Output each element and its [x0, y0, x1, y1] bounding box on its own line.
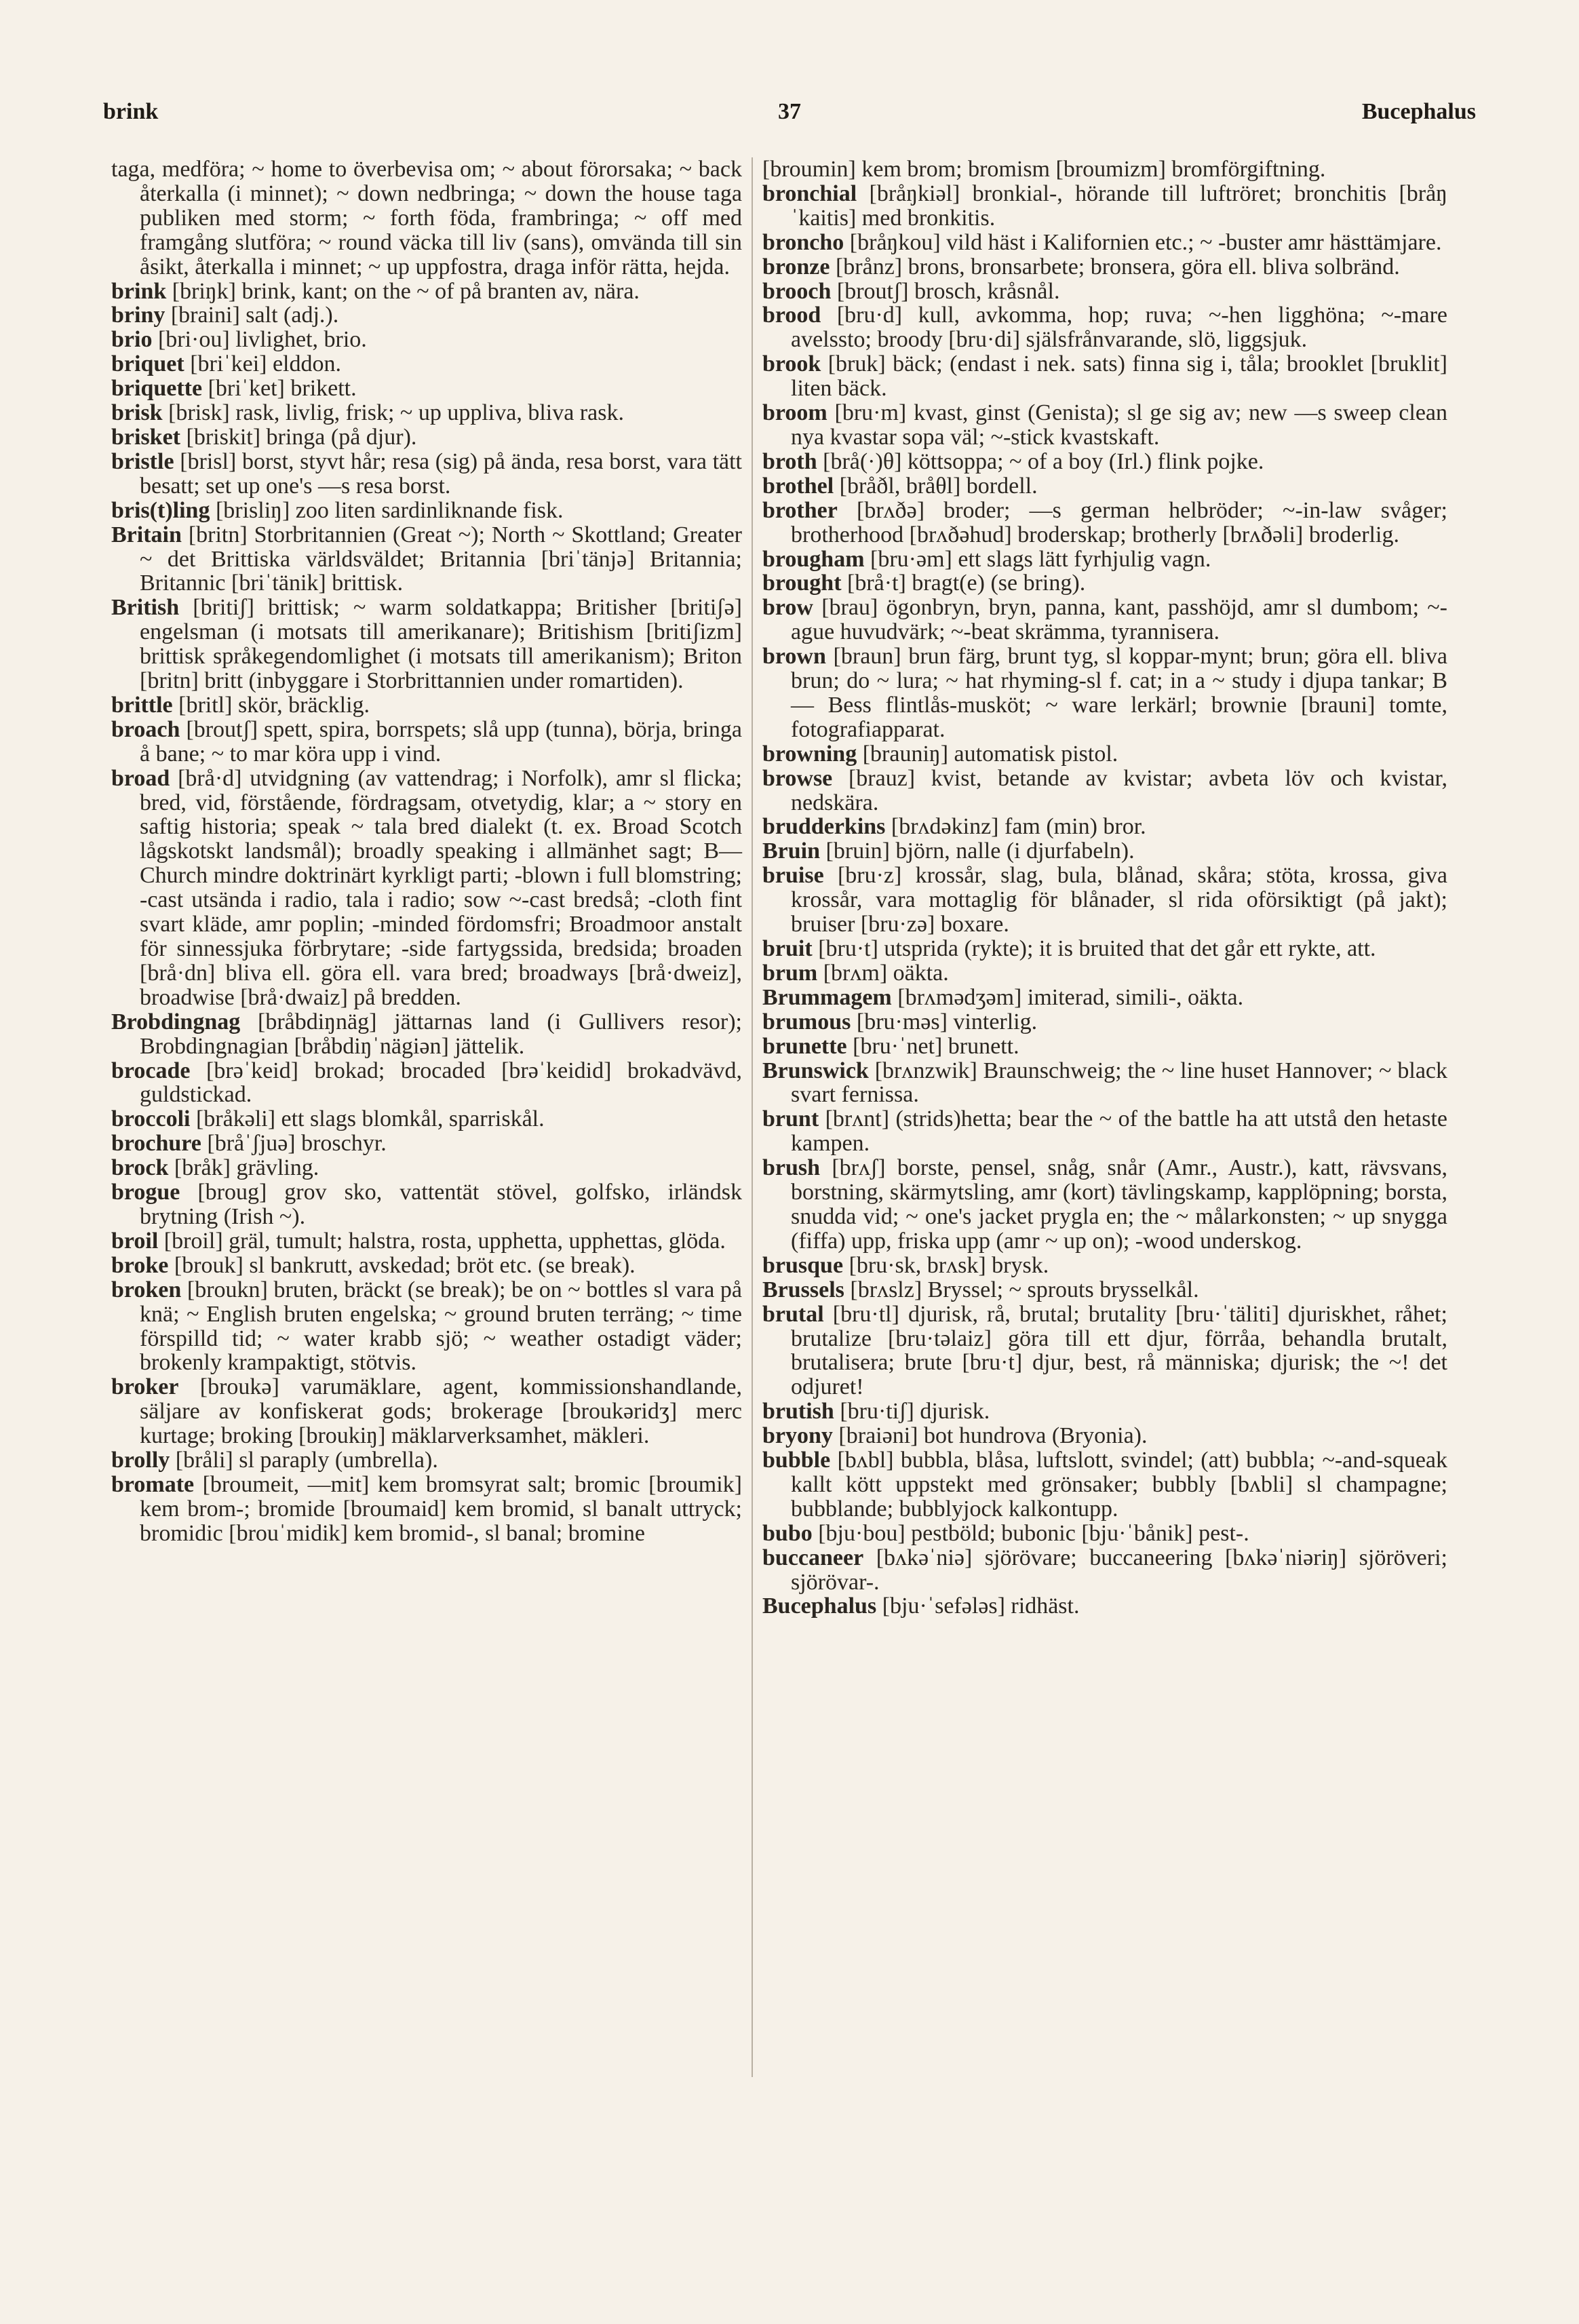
dictionary-entry: broom [bru·m] kvast, ginst (Genista); sl ge sig av; new —s sweep clean nya kvastar sopa väl; ~-stick kvastskaft. [762, 400, 1447, 450]
dictionary-entry: broth [brå(·)θ] köttsoppa; ~ of a boy (Irl.) flink pojke. [762, 448, 1264, 474]
dictionary-entry: bruise [bru·z] krossår, slag, bula, blånad, skåra; stöta, krossa, giva krossår, vara mottaglig för blånader, sl rida oförsiktigt (på jakt); bruiser [bru·zə] boxare. [762, 863, 1447, 937]
dictionary-entry: brudderkins [brʌdəkinz] fam (min) bror. [762, 814, 1146, 840]
dictionary-entry: brunt [brʌnt] (strids)hetta; bear the ~ of the battle ha att utstå den hetaste kampen. [762, 1106, 1447, 1157]
dictionary-entry: bryony [braiəni] bot hundrova (Bryonia). [762, 1423, 1148, 1449]
dictionary-entry: Bucephalus [bju·ˈsefələs] ridhäst. [762, 1593, 1080, 1619]
page-number: 37 [778, 99, 801, 124]
column-divider [752, 157, 753, 2077]
dictionary-entry: broken [broukn] bruten, bräckt (se break); be on ~ bottles sl vara på knä; ~ English bruten engelska; ~ ground bruten terräng; ~ time förspilld tid; ~ water krabb sjö; ~ weather ostadigt väder; brokenly krampaktigt, stötvis. [111, 1277, 742, 1376]
dictionary-entry: brush [brʌʃ] borste, pensel, snåg, snår (Amr., Austr.), katt, rävsvans, borstning, skärmytsling, amr (kort) tävlingskamp, kapplöpning; borsta, snudda vid; ~ one's jacket prygla en; the ~ målarkonsten; ~ up snygga (fiffa) upp, friska upp (amr ~ up on); -wood underskog. [762, 1155, 1447, 1254]
dictionary-entry: brow [brau] ögonbryn, bryn, panna, kant, passhöjd, amr sl dumbom; ~-ague huvudvärk; ~-beat skrämma, tyrannisera. [762, 595, 1447, 645]
dictionary-entry: briquette [briˈket] brikett. [111, 376, 357, 402]
dictionary-entry: brochure [bråˈʃjuə] broschyr. [111, 1131, 387, 1157]
dictionary-entry: briny [braini] salt (adj.). [111, 303, 339, 328]
dictionary-entry: brogue [broug] grov sko, vattentät stövel, golfsko, irländsk brytning (Irish ~). [111, 1180, 742, 1229]
dictionary-entry: brink [briŋk] brink, kant; on the ~ of på branten av, nära. [111, 278, 640, 304]
dictionary-entry: bromate [broumeit, —mit] kem bromsyrat salt; bromic [broumik] kem brom-; bromide [broumaid] kem bromid, sl banalt uttryck; bromidic [brouˈmidik] kem bromid-, sl banal; bromine [111, 1471, 742, 1546]
dictionary-entry: brutal [bru·tl] djurisk, rå, brutal; brutality [bru·ˈtäliti] djuriskhet, råhet; brutalize [bru·təlaiz] göra till ett djur, förråa, behandla brutalt, brutalisera; brute [bru·t] djur, best, rå människa; djurisk; the ~! det odjuret! [762, 1301, 1447, 1400]
dictionary-entry: broncho [bråŋkou] vild häst i Kalifornien etc.; ~ -buster amr hästtämjare. [762, 229, 1442, 255]
dictionary-entry: brisket [briskit] bringa (på djur). [111, 424, 417, 450]
dictionary-entry: Brobdingnag [bråbdiŋnäg] jättarnas land (i Gullivers resor); Brobdingnagian [bråbdiŋˈnägiən] jättelik. [111, 1009, 742, 1059]
dictionary-entry: [broumin] kem brom; bromism [broumizm] bromförgiftning. [762, 157, 1326, 182]
dictionary-entry: broccoli [bråkəli] ett slags blomkål, sparriskål. [111, 1106, 545, 1132]
dictionary-entry: broach [broutʃ] spett, spira, borrspets; slå upp (tunna), börja, bringa å bane; ~ to mar köra upp i vind. [111, 716, 742, 767]
dictionary-entry: brought [brå·t] bragt(e) (se bring). [762, 570, 1086, 596]
dictionary-entry: bronchial [bråŋkiəl] bronkial-, hörande till luftröret; bronchitis [bråŋˈkaitis] med bronkitis. [762, 180, 1447, 231]
dictionary-entry: briquet [briˈkei] elddon. [111, 351, 341, 377]
dictionary-entry: brock [bråk] grävling. [111, 1155, 319, 1181]
dictionary-entry: brolly [bråli] sl paraply (umbrella). [111, 1448, 438, 1473]
dictionary-entry: Bruin [bruin] björn, nalle (i djurfabeln). [762, 838, 1135, 864]
running-head-right: Bucephalus [1361, 99, 1476, 124]
dictionary-entry: Britain [britn] Storbritannien (Great ~); North ~ Skottland; Greater ~ det Brittiska världsväldet; Britannia [briˈtänjə] Britannia; Britannic [briˈtänik] brittisk. [111, 522, 742, 596]
dictionary-entry: broil [broil] gräl, tumult; halstra, rosta, upphetta, upphettas, glöda. [111, 1228, 726, 1254]
dictionary-entry: brooch [broutʃ] brosch, kråsnål. [762, 278, 1060, 304]
dictionary-entry: taga, medföra; ~ home to överbevisa om; ~ about förorsaka; ~ back återkalla (i minnet); ~ down nedbringa; ~ down the house taga publiken med storm; ~ forth föda, frambringa; ~ off med framgång slutföra; ~ round väcka till liv (sans), omvända till sin åsikt, återkalla i minnet; ~ up uppfostra, draga inför rätta, hejda. [111, 157, 742, 279]
dictionary-entry: bronze [brånz] brons, bronsarbete; bronsera, göra ell. bliva solbränd. [762, 254, 1400, 279]
dictionary-entry: bris(t)ling [brisliŋ] zoo liten sardinliknande fisk. [111, 497, 564, 523]
dictionary-entry: Brussels [brʌslz] Bryssel; ~ sprouts brysselkål. [762, 1277, 1199, 1302]
dictionary-entry: brusque [bru·sk, brʌsk] brysk. [762, 1252, 1049, 1278]
dictionary-entry: brother [brʌðə] broder; —s german helbröder; ~-in-law svåger; brotherhood [brʌðəhud] broderskap; brotherly [brʌðəli] broderlig. [762, 497, 1447, 547]
dictionary-entry: brown [braun] brun färg, brunt tyg, sl koppar-mynt; brun; göra ell. bliva brun; do ~ lura; ~ hat rhyming-sl f. cat; in a ~ study i djupa tankar; B— Bess flintlås-musköt; ~ ware lerkärl; brownie [brauni] tomte, fotografiapparat. [762, 644, 1447, 742]
dictionary-entry: brougham [bru·əm] ett slags lätt fyrhjulig vagn. [762, 546, 1211, 572]
dictionary-entry: brum [brʌm] oäkta. [762, 960, 949, 986]
dictionary-entry: bruit [bru·t] utsprida (rykte); it is bruited that det går ett rykte, att. [762, 936, 1376, 961]
dictionary-entry: browning [brauniŋ] automatisk pistol. [762, 741, 1118, 767]
running-head-left: brink [103, 99, 159, 124]
left-column [111, 157, 742, 1546]
dictionary-entry: bubble [bʌbl] bubbla, blåsa, luftslott, svindel; (att) bubbla; ~-and-squeak kallt kött uppstekt med grönsaker; bubbly [bʌbli] sl champagne; bubblande; bubblyjock kalkontupp. [762, 1448, 1447, 1522]
dictionary-entry: buccaneer [bʌkəˈniə] sjörövare; buccaneering [bʌkəˈniəriŋ] sjöröveri; sjörövar-. [762, 1545, 1447, 1595]
dictionary-entry: broke [brouk] sl bankrutt, avskedad; bröt etc. (se break). [111, 1252, 636, 1278]
right-column [762, 157, 1447, 1619]
dictionary-entry: brio [bri·ou] livlighet, brio. [111, 327, 367, 353]
dictionary-entry: broker [broukə] varumäklare, agent, kommissionshandlande, säljare av konfiskerat gods; brokerage [broukəridʒ] merc kurtage; broking [broukiŋ] mäklarverksamhet, mäkleri. [111, 1374, 742, 1449]
dictionary-entry: brothel [bråðl, bråθl] bordell. [762, 473, 1038, 499]
dictionary-entry: brittle [britl] skör, bräcklig. [111, 692, 370, 718]
dictionary-entry: bubo [bju·bou] pestböld; bubonic [bju·ˈbånik] pest-. [762, 1520, 1249, 1546]
dictionary-entry: British [britiʃ] brittisk; ~ warm soldatkappa; Britisher [britiʃə] engelsman (i motsats till amerikanare); Britishism [britiʃizm] brittisk språkegendomlighet (i motsats till amerikanism); Briton [britn] britt (inbyggare i Storbrittannien under romartiden). [111, 595, 742, 694]
dictionary-entry: browse [brauz] kvist, betande av kvistar; avbeta löv och kvistar, nedskära. [762, 765, 1447, 815]
dictionary-entry: brocade [brəˈkeid] brokad; brocaded [brəˈkeidid] brokadvävd, guldstickad. [111, 1058, 742, 1108]
dictionary-entry: brood [bru·d] kull, avkomma, hop; ruva; ~-hen ligghöna; ~-mare avelsstο; broody [bru·di] själsfrånvarande, slö, liggsjuk. [762, 303, 1447, 353]
dictionary-entry: brumous [bru·məs] vinterlig. [762, 1009, 1038, 1034]
dictionary-entry: Brunswick [brʌnzwik] Braunschweig; the ~ line huset Hannover; ~ black svart fernissa. [762, 1058, 1447, 1108]
dictionary-entry: brutish [bru·tiʃ] djurisk. [762, 1399, 990, 1425]
dictionary-entry: brisk [brisk] rask, livlig, frisk; ~ up uppliva, bliva rask. [111, 400, 624, 426]
dictionary-entry: bristle [brisl] borst, styvt hår; resa (sig) på ända, resa borst, vara tätt besatt; set up one's —s resa borst. [111, 448, 742, 499]
dictionary-entry: brook [bruk] bäck; (endast i nek. sats) finna sig i, tåla; brooklet [bruklit] liten bäck. [762, 351, 1447, 402]
dictionary-entry: Brummagem [brʌmədʒəm] imiterad, simili-, oäkta. [762, 984, 1244, 1010]
dictionary-entry: brunette [bru·ˈnet] brunett. [762, 1033, 1019, 1059]
dictionary-entry: broad [brå·d] utvidgning (av vattendrag; i Norfolk), amr sl flicka; bred, vid, förstående, fördragsam, otvetydig, klar; a ~ story en saftig historia; speak ~ tala bred dialekt (t. ex. Broad Scotch lågskotskt landsmål); broadly speaking i allmänhet sagt; B— Church mindre doktrinärt kyrkligt parti; -blown i full blomstring; -cast utsända i radio, tala i radio; sow ~-cast bredså; -cloth fint svart kläde, amr poplin; -minded fördomsfri; Broadmoor anstalt för sinnessjuka förbrytare; -side fartygssida, bredsida; broaden [brå·dn] bliva ell. göra ell. vara bred; broadways [brå·dweiz], broadwise [brå·dwaiz] på bredden. [111, 765, 742, 1010]
